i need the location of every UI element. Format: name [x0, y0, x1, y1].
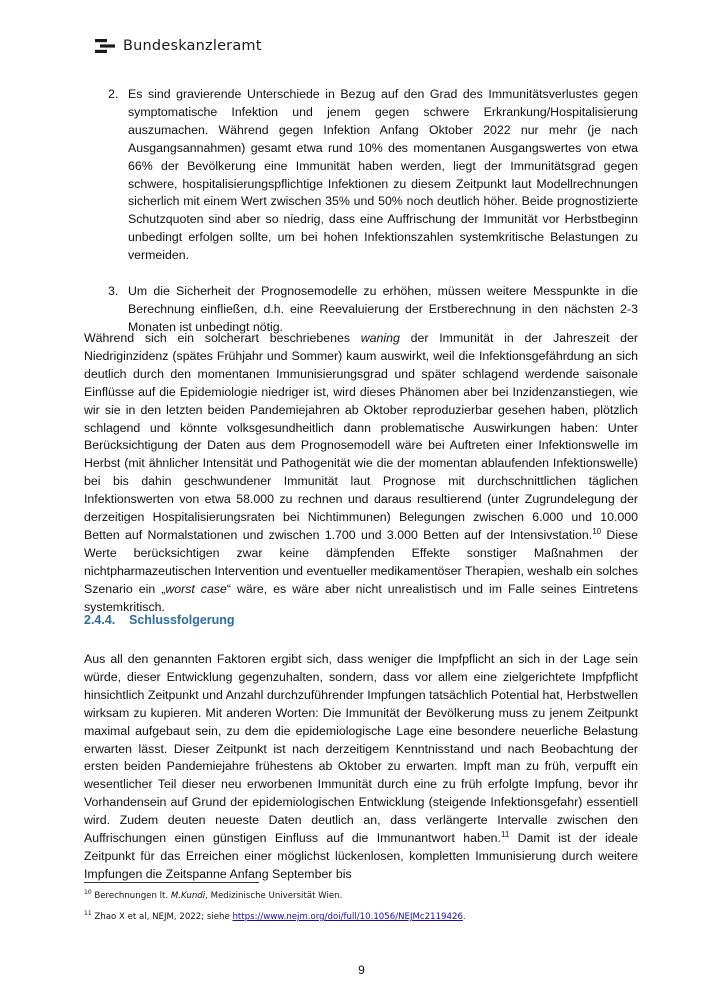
- list-item: [108, 283, 638, 337]
- footnote-ref[interactable]: 11: [500, 829, 510, 839]
- paragraph-text: “ wäre, es wäre aber nicht unrealistisch und im Falle seines Eintretens systemkritisch.: [84, 581, 638, 614]
- footnote-divider: [84, 882, 259, 883]
- footnote: [84, 891, 644, 901]
- footnote-text: .: [462, 912, 466, 922]
- footnote-link[interactable]: https://www.nejm.org/doi/full/10.1056/NEJMc2119426: [232, 912, 463, 922]
- footnote-text: Zhao X et al, NEJM, 2022; siehe: [94, 912, 233, 922]
- list-item-text: Um die Sicherheit der Prognosemodelle zu erhöhen, müssen weitere Messpunkte in die Berechnung einfließen, d.h. eine Reevaluierung der Erstberechnung in den nächsten 2-3 Monaten ist unbedingt nötig.: [128, 284, 638, 334]
- page-number: 9: [358, 963, 365, 977]
- section-number: 2.4.4.: [84, 613, 116, 627]
- paragraph-text: Während sich ein solcherart beschriebenes: [84, 331, 361, 345]
- footnote-author: M.Kundi: [170, 891, 206, 901]
- list-item-number: 3.: [108, 284, 119, 299]
- italic-term: waning: [360, 331, 400, 345]
- footnote-text: , Medizinische Universität Wien.: [205, 891, 343, 901]
- paragraph-text: Damit ist der ideale Zeitpunkt für das Erreichen einer möglichst lückenlosen, kompletten Immunisierung durch weitere Impfungen die Zeitspanne Anfang September bis: [84, 831, 638, 881]
- numbered-list: [108, 86, 638, 337]
- paragraph-text: Diese Werte berücksichtigen zwar keine dämpfenden Effekte sonstiger Maßnahmen der nichtpharmazeutischen Intervention und eventueller medikamentöser Therapien, weshalb ein solches Szenario ein „: [84, 527, 638, 596]
- list-item-text: Es sind gravierende Unterschiede in Bezug auf den Grad des Immunitätsverlustes gegen symptomatische Infektion und jenem gegen schwere Erkrankung/Hospitalisierung auszumachen. Während gegen Infektion Anfang Oktober 2022 nur mehr (je nach Ausgangsannahmen) gesamt etwa rund 10% des momentanen Ausgangswertes von etwa 66% der Bevölkerung eine Immunität haben werden, liegt der Immunitätsgrad gegen schwere, hospitalisierungspflichtige Infektionen zu diesem Zeitpunkt laut Modellrechnungen sicherlich mit einem Wert zwischen 35% und 50% noch deutlich höher. Beide prognostizierte Schutzquoten sind aber so niedrig, dass eine Auffrischung der Immunität vor Herbstbeginn unbedingt erfolgen sollte, um bei hohen Infektionszahlen systemkritische Belastungen zu vermeiden.: [128, 87, 638, 263]
- section-title: Schlussfolgerung: [129, 613, 235, 627]
- paragraph-text: Aus all den genannten Faktoren ergibt sich, dass weniger die Impfpflicht an sich in der Lage sein würde, dieser Entwicklung gegenzuhalten, sondern, dass vor allem eine zielgerichtete Impfpflicht hinsichtlich Zeitpunkt und Anzahl durchzuführender Impfungen tatsächlich Potential hat, Herbstwellen wirksam zu kupieren. Mit anderen Worten: Die Immunität der Bevölkerung muss zu jenem Zeitpunkt maximal aufgebaut sein, zu dem die epidemiologische Lage eine besondere neuerliche Belastung erwarten lässt. Dieser Zeitpunkt ist nach derzeitigem Kenntnisstand und nach Beobachtung der ersten beiden Pandemiejahre frühestens ab Oktober zu erwarten. Impft man zu früh, verpufft ein wesentlicher Teil dieser neu erworbenen Immunität durch eine zu früh erfolgte Impfung, bevor ihr Vorhandensein auf Grund der epidemiologischen Entwicklung (steigende Infektionsgefahr) essentiell wird. Zudem deuten neueste Daten deutlich an, dass verlängerte Intervalle zwischen den Auffrischungen einen günstigen Einfluss auf die Immunantwort haben.: [84, 652, 638, 846]
- section-heading: [84, 613, 235, 627]
- footnote-ref[interactable]: 10: [592, 526, 602, 536]
- list-item-number: 2.: [108, 87, 119, 101]
- bundeskanzleramt-logo-icon: [95, 38, 115, 54]
- body-paragraph-waning: [84, 330, 638, 617]
- paragraph-text: der Immunität in der Jahreszeit der Niedriginzidenz (spätes Frühjahr und Sommer) kaum auswirkt, weil die Infektionsgefährdung an sich deutlich durch den momentanen Immunisierungsgrad und später schlagend werdende saisonale Einflüsse auf die Epidemiologie niedriger ist, wird dieses Phänomen aber bei Inzidenzanstiegen, wie wir sie in den letzten beiden Pandemiejahren ab Oktober reproduzierbar gesehen haben, plötzlich schlagend und könnte volksgesundheitlich dann problematische Auswirkungen haben: Unter Berücksichtigung der Daten aus dem Prognosemodell wäre bei Auftreten einer Infektionswelle im Herbst (mit ähnlicher Intensität und Pathogenität wie die der momentan ablaufenden Infektionswelle) bei bis dahin geschwundener Immunität laut Prognose mit durchschnittlichen täglichen Infektionswerten von etwa 58.000 zu rechnen und daraus resultierend (unter Zugrundelegung der derzeitigen Hospitalisierungsraten bei Nichtimmunen) Belegungen zwischen 6.000 und 10.000 Betten auf Normalstationen und zwischen 1.700 und 3.000 Betten auf der Intensivstation.: [84, 331, 638, 542]
- italic-term: worst case: [165, 581, 227, 596]
- footnote-number: 10: [84, 889, 92, 897]
- org-name: Bundeskanzleramt: [123, 38, 262, 54]
- footnote-number: 11: [84, 910, 92, 918]
- list-item: [108, 86, 638, 265]
- header-logo: [95, 38, 262, 54]
- footnote: [84, 912, 644, 922]
- body-paragraph-conclusion: [84, 651, 638, 884]
- footnote-text: Berechnungen lt.: [94, 891, 171, 901]
